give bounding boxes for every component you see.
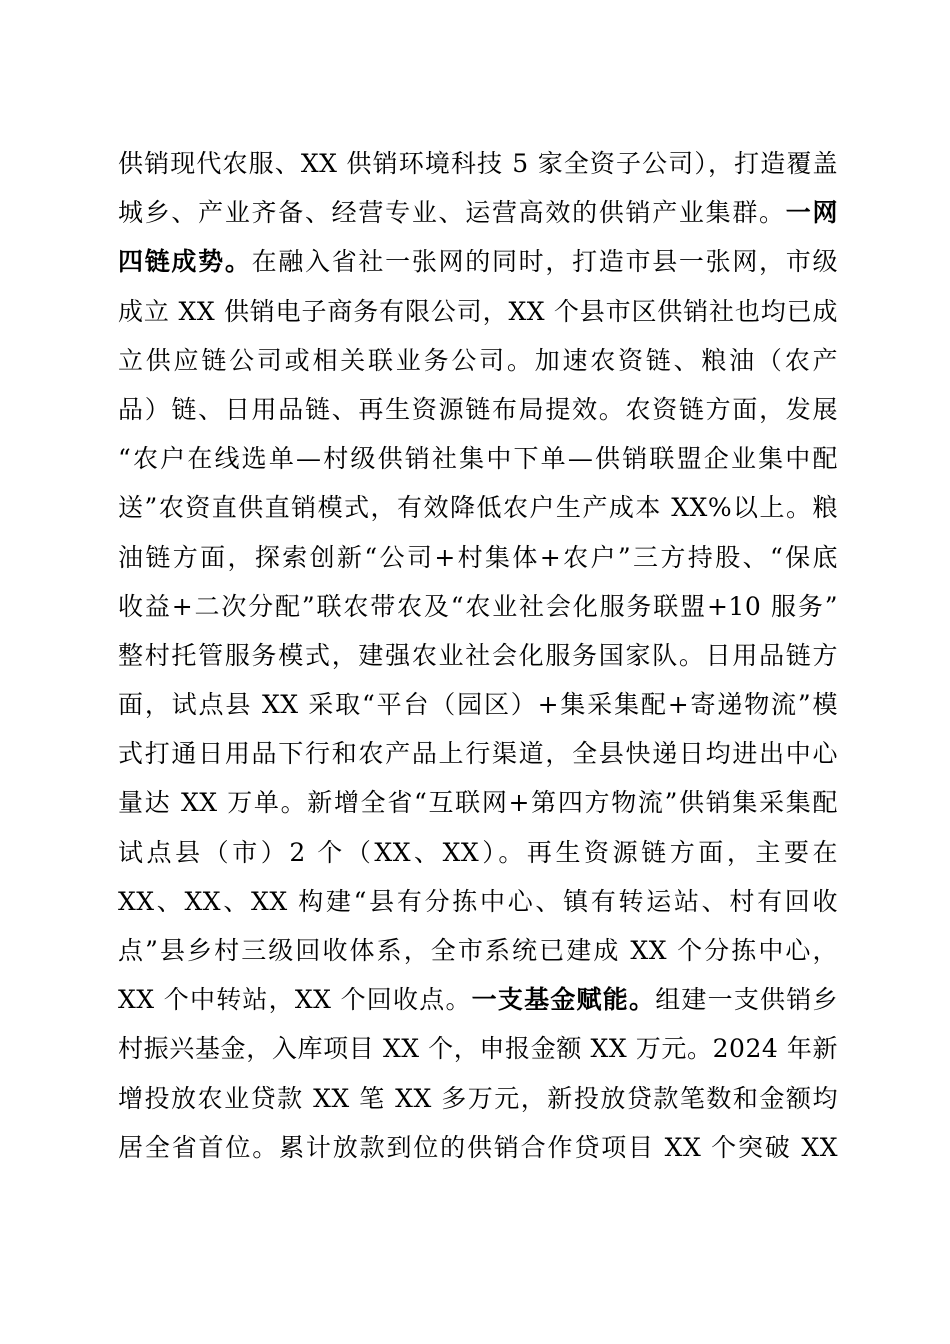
- body-text: 村振兴基金，入库项目 XX 个，申报金额 XX 万元。2024 年新: [118, 1034, 838, 1064]
- body-text: 居全省首位。累计放款到位的供销合作贷项目 XX 个突破 XX: [118, 1132, 838, 1162]
- text-line: [118, 336, 838, 385]
- body-text: 组建一支供销乡: [655, 985, 838, 1015]
- body-text: 收益+二次分配”联农带农及“农业社会化服务联盟+10 服务”: [118, 591, 838, 621]
- text-line: [118, 237, 838, 286]
- body-paragraph: [118, 139, 838, 1172]
- text-line: [118, 434, 838, 483]
- text-line: [118, 287, 838, 336]
- text-line: [118, 483, 838, 532]
- bold-heading-text: 四链成势。: [118, 247, 252, 277]
- body-text: 整村托管服务模式，建强农业社会化服务国家队。日用品链方: [118, 640, 838, 670]
- text-line: [118, 680, 838, 729]
- body-text: 供销现代农服、XX 供销环境科技 5 家全资子公司），打造覆盖: [118, 149, 838, 178]
- body-text: 式打通日用品下行和农产品上行渠道，全县快递日均进出中心: [118, 739, 838, 769]
- text-line: [118, 1074, 838, 1123]
- text-line: [118, 631, 838, 680]
- body-text: 量达 XX 万单。新增全省“互联网+第四方物流”供销集采集配: [118, 788, 838, 818]
- body-text: 面，试点县 XX 采取“平台（园区）+集采集配+寄递物流”模: [118, 690, 838, 720]
- text-line: [118, 582, 838, 631]
- text-line: [118, 385, 838, 434]
- body-text: 品）链、日用品链、再生资源链布局提效。农资链方面，发展: [118, 394, 838, 424]
- text-line: [118, 828, 838, 877]
- body-text: 城乡、产业齐备、经营专业、运营高效的供销产业集群。: [118, 198, 786, 228]
- text-line: [118, 1024, 838, 1073]
- body-text: XX、XX、XX 构建“县有分拣中心、镇有转运站、村有回收: [118, 886, 838, 916]
- bold-heading-text: 一支基金赋能。: [471, 985, 656, 1015]
- text-line: [118, 188, 838, 237]
- text-line: [118, 877, 838, 926]
- body-text: 试点县（市）2 个（XX、XX）。再生资源链方面，主要在: [118, 837, 838, 867]
- body-text: “农户在线选单—村级供销社集中下单—供销联盟企业集中配: [118, 444, 838, 474]
- body-text: 立供应链公司或相关联业务公司。加速农资链、粮油（农产: [118, 345, 838, 375]
- text-line: [118, 533, 838, 582]
- text-line: [118, 1123, 838, 1172]
- body-text: 成立 XX 供销电子商务有限公司，XX 个县市区供销社也均已成: [118, 296, 838, 326]
- body-text: 增投放农业贷款 XX 笔 XX 多万元，新投放贷款笔数和金额均: [118, 1083, 838, 1113]
- text-line: [118, 778, 838, 827]
- bold-heading-text: 一网: [785, 198, 838, 228]
- text-line: [118, 139, 838, 188]
- text-line: [118, 975, 838, 1024]
- text-line: [118, 729, 838, 778]
- body-text: 送”农资直供直销模式，有效降低农户生产成本 XX%以上。粮: [118, 493, 838, 523]
- text-line: [118, 926, 838, 975]
- body-text: XX 个中转站，XX 个回收点。: [118, 985, 472, 1015]
- body-text: 在融入省社一张网的同时，打造市县一张网，市级: [251, 247, 838, 277]
- body-text: 油链方面，探索创新“公司+村集体+农户”三方持股、“保底: [118, 542, 838, 572]
- body-text: 点”县乡村三级回收体系，全市系统已建成 XX 个分拣中心，: [118, 936, 838, 965]
